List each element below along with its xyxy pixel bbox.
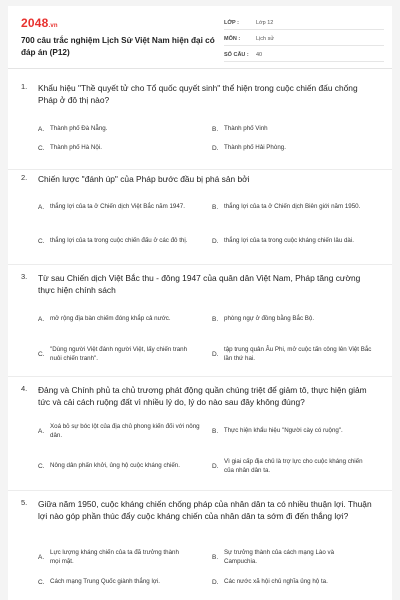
option-text: Thành phố Đà Nẵng. — [50, 125, 108, 133]
question-block — [8, 265, 392, 377]
answer-option[interactable] — [212, 123, 382, 135]
answer-option[interactable] — [212, 142, 382, 154]
answer-option[interactable] — [38, 546, 208, 568]
answer-option[interactable] — [38, 142, 203, 154]
option-letter: D. — [212, 350, 219, 358]
question-block — [8, 82, 392, 170]
option-text: Cách mạng Trung Quốc giành thắng lợi. — [50, 578, 160, 586]
option-letter: D. — [212, 237, 219, 245]
option-text: Thành phố Hải Phòng. — [224, 144, 286, 152]
option-letter: D. — [212, 578, 219, 586]
option-letter: C. — [38, 578, 45, 586]
option-letter: A. — [38, 427, 45, 435]
question-block — [8, 170, 392, 265]
logo-text: 2048 — [21, 16, 49, 30]
question-text: Giữa năm 1950, cuộc kháng chiến chống pháp của nhân dân ta có nhiều thuận lợi. Thuận lợi nào góp phần thúc đẩy cuộc kháng chiến của nhân dân ta sớm đi đến thắng lợi? — [38, 499, 372, 521]
answer-option[interactable] — [212, 576, 382, 588]
option-letter: A. — [38, 203, 45, 211]
option-text: Thành phố Hà Nội. — [50, 144, 102, 152]
question-number: 4. — [21, 384, 28, 393]
meta-value: Lớp 12 — [256, 19, 274, 26]
option-text: tập trung quân Âu Phi, mở cuộc tấn công lên Việt Bắc lần thứ hai. — [224, 345, 372, 362]
question-text: Từ sau Chiến dịch Việt Bắc thu - đông 1947 của quân dân Việt Nam, Pháp tăng cường thực hiện chính sách — [38, 273, 361, 295]
question-number: 1. — [21, 82, 28, 91]
meta-row-count — [224, 48, 384, 62]
option-text: "Dùng người Việt đánh người Việt, lấy chiến tranh nuôi chiến tranh". — [50, 345, 188, 362]
meta-row-subject — [224, 32, 384, 46]
answer-option[interactable] — [38, 420, 208, 442]
answer-option[interactable] — [38, 343, 208, 365]
option-letter: C. — [38, 462, 45, 470]
option-letter: C. — [38, 237, 45, 245]
question-block — [8, 491, 392, 600]
answer-option[interactable] — [38, 308, 208, 330]
option-text: thắng lợi của ta trong cuộc chiến đấu ở các đô thị. — [50, 237, 188, 245]
question-number: 5. — [21, 498, 28, 507]
option-text: mở rộng địa bàn chiếm đóng khắp cả nước. — [50, 315, 171, 323]
worksheet-page — [8, 6, 392, 600]
document-title: 700 câu trắc nghiệm Lịch Sử Việt Nam hiện đại có đáp án (P12) — [21, 36, 215, 57]
question-number: 2. — [21, 173, 28, 182]
answer-option[interactable] — [212, 230, 382, 252]
meta-label: LỚP : — [224, 19, 239, 26]
option-text: Các nước xã hội chủ nghĩa ủng hộ ta. — [224, 578, 328, 586]
option-text: Lực lượng kháng chiến của ta đã trưởng thành mọi mặt. — [50, 548, 179, 565]
meta-label: MÔN : — [224, 35, 241, 42]
answer-option[interactable] — [38, 576, 208, 588]
answer-option[interactable] — [212, 308, 382, 330]
option-text: Vì giai cấp địa chủ là trợ lực cho cuộc kháng chiến của nhân dân ta. — [224, 457, 363, 474]
question-text: Đảng và Chính phủ ta chủ trương phát động quần chúng triệt để giảm tô, thực hiện giảm tức và cải cách ruộng đất vì nhiều lý do, lý do nào sau đây không đúng? — [38, 385, 367, 407]
option-letter: A. — [38, 315, 45, 323]
meta-label: SỐ CÂU : — [224, 51, 249, 58]
document-meta — [224, 16, 384, 64]
answer-option[interactable] — [38, 230, 208, 252]
option-letter: C. — [38, 144, 45, 152]
option-letter: B. — [212, 427, 219, 435]
option-letter: A. — [38, 553, 45, 561]
option-letter: D. — [212, 144, 219, 152]
option-text: Thành phố Vinh — [224, 125, 268, 133]
option-letter: B. — [212, 553, 219, 561]
option-letter: A. — [38, 125, 45, 133]
option-text: thắng lợi của ta ở Chiến dịch Việt Bắc năm 1947. — [50, 203, 185, 211]
site-logo[interactable] — [21, 16, 58, 30]
option-text: thắng lợi của ta ở Chiến dịch Biên giới năm 1950. — [224, 203, 361, 211]
option-letter: C. — [38, 350, 45, 358]
page-header — [8, 6, 392, 69]
answer-option[interactable] — [38, 123, 203, 135]
option-letter: B. — [212, 203, 219, 211]
option-text: thắng lợi của ta trong cuộc kháng chiến lâu dài. — [224, 237, 354, 245]
option-text: Nông dân phấn khởi, ủng hộ cuộc kháng chiến. — [50, 462, 180, 470]
answer-option[interactable] — [212, 343, 382, 365]
answer-option[interactable] — [212, 455, 382, 477]
option-text: Thực hiện khẩu hiệu "Người cày có ruộng". — [223, 427, 343, 435]
question-text: Chiến lược "đánh úp" của Pháp bước đầu bị phá sản bởi — [38, 174, 250, 184]
answer-option[interactable] — [38, 196, 208, 218]
meta-value: 40 — [256, 51, 263, 58]
answer-option[interactable] — [212, 546, 382, 568]
meta-value: Lịch sử — [256, 35, 275, 42]
option-letter: B. — [212, 315, 219, 323]
option-text: phòng ngự ở đồng bằng Bắc Bộ. — [224, 315, 315, 323]
question-text: Khẩu hiệu "Thề quyết tử cho Tổ quốc quyết sinh" thể hiện trong cuộc chiến đấu chống Pháp ở đô thị nào? — [38, 83, 358, 105]
logo-tld: .vn — [48, 23, 58, 29]
question-block — [8, 377, 392, 491]
option-text: Xoá bỏ sự bóc lột của địa chủ phong kiến đối với nông dân. — [50, 422, 200, 439]
meta-row-grade — [224, 16, 384, 30]
question-number: 3. — [21, 272, 28, 281]
option-text: Sự trưởng thành của cách mạng Lào và Campuchia. — [224, 548, 335, 565]
option-letter: B. — [212, 125, 219, 133]
option-letter: D. — [212, 462, 219, 470]
answer-option[interactable] — [38, 455, 208, 477]
answer-option[interactable] — [212, 420, 382, 442]
answer-option[interactable] — [212, 196, 382, 218]
